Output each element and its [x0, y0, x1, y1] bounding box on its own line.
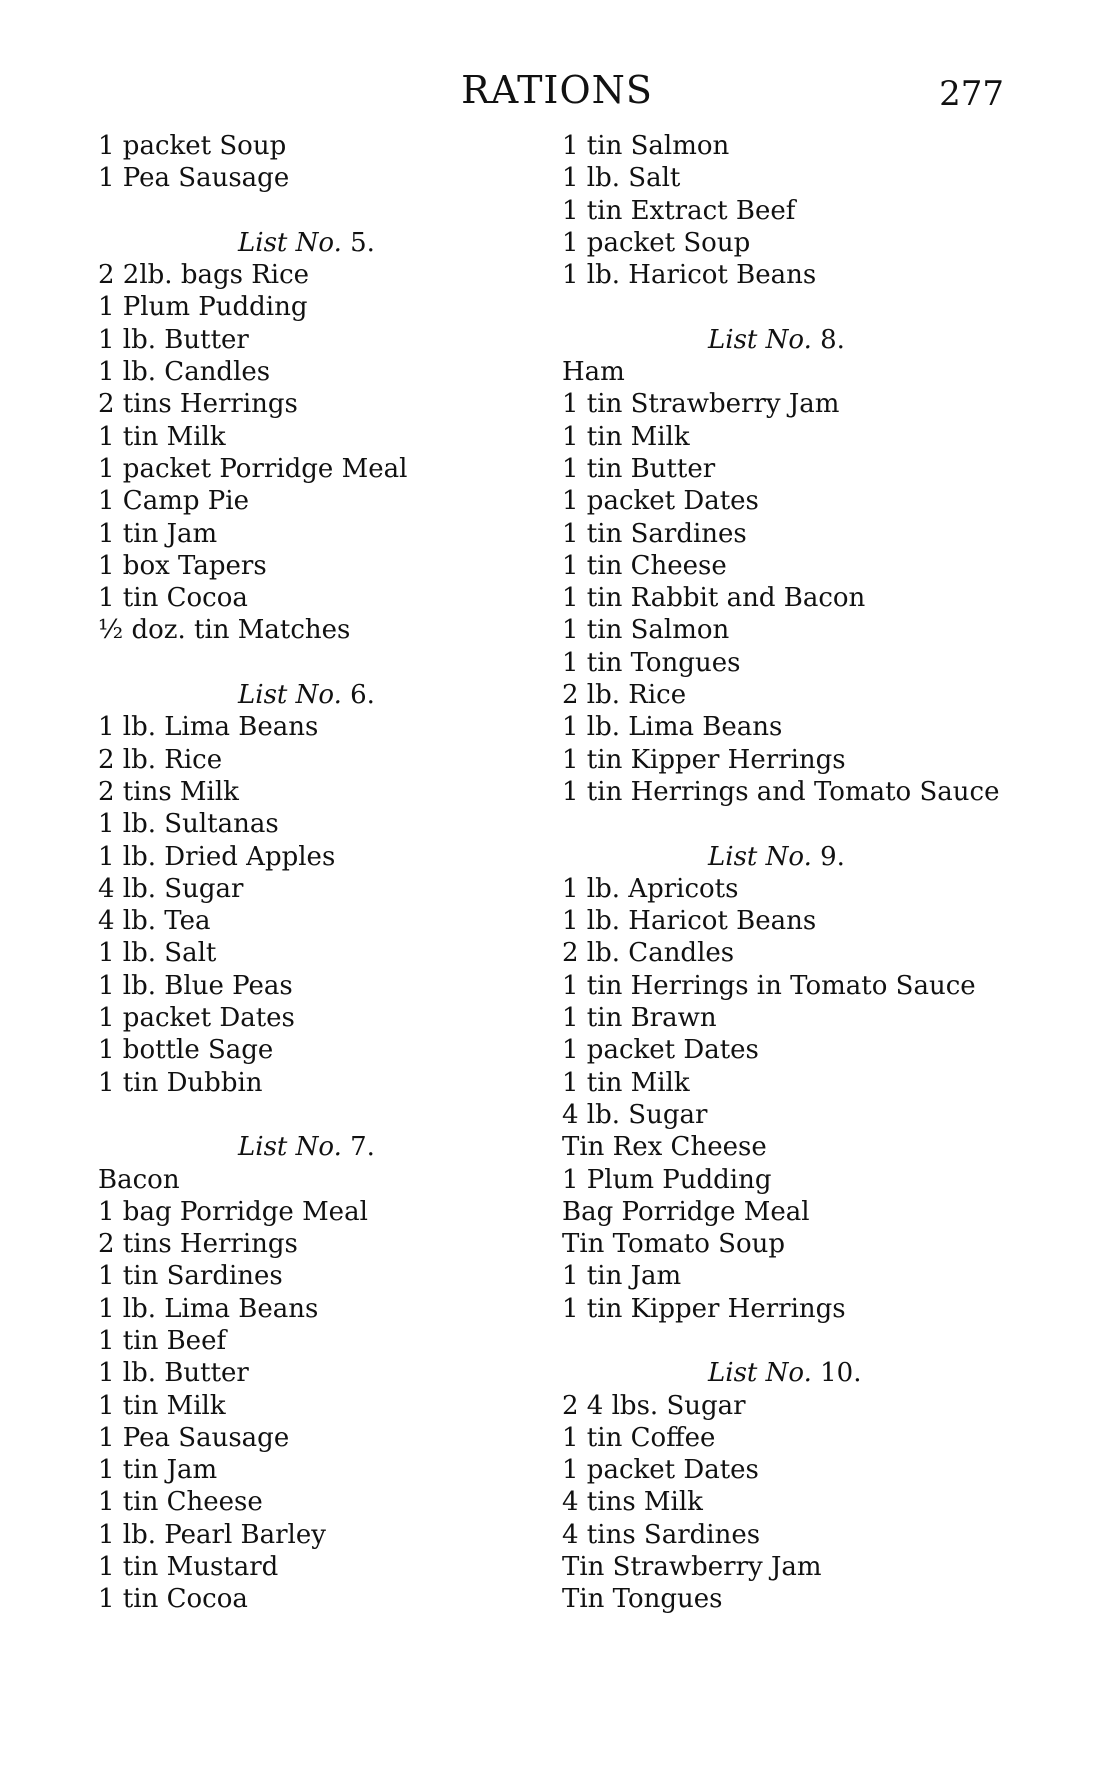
- right-column: [562, 130, 1022, 1616]
- list-item: 1 lb. Butter: [98, 1358, 249, 1389]
- list-item: 2 lb. Candles: [562, 938, 735, 969]
- list-heading: [562, 1357, 1022, 1389]
- list-item: Tin Tongues: [562, 1584, 723, 1615]
- left-column: [98, 130, 538, 1616]
- spacer: [98, 1099, 538, 1131]
- spacer: [98, 195, 538, 227]
- list-item: 1 tin Jam: [562, 1261, 682, 1292]
- list-heading: [98, 679, 538, 711]
- list-heading-number: 6.: [350, 680, 375, 711]
- list-item: 1 tin Milk: [98, 421, 226, 452]
- list-item: ½ doz. tin Matches: [98, 615, 351, 646]
- list-item: 1 tin Milk: [562, 421, 690, 452]
- spacer: [98, 647, 538, 679]
- list-item: 2 4 lbs. Sugar: [562, 1390, 746, 1421]
- list-item: 1 Pea Sausage: [98, 1422, 290, 1453]
- list-heading-number: 8.: [820, 324, 845, 355]
- list-item: 1 tin Strawberry Jam: [562, 389, 840, 420]
- list-item: 1 Plum Pudding: [562, 1164, 772, 1195]
- list-item: 1 Camp Pie: [98, 486, 249, 517]
- list-item: 1 Plum Pudding: [98, 292, 308, 323]
- list-item: 1 tin Milk: [562, 1067, 690, 1098]
- list-item: 1 tin Brawn: [562, 1003, 717, 1034]
- list-item: 1 packet Dates: [562, 1455, 759, 1486]
- list-item: 2 lb. Rice: [98, 744, 223, 775]
- list-item: 4 lb. Sugar: [98, 873, 244, 904]
- list-heading-number: 9.: [820, 841, 845, 872]
- spacer: [562, 1325, 1022, 1357]
- list-item: 1 tin Herrings in Tomato Sauce: [562, 970, 976, 1001]
- list-item: Tin Tomato Soup: [562, 1229, 786, 1260]
- list-heading-label: List No.: [238, 227, 342, 258]
- list-item: 1 box Tapers: [98, 550, 267, 581]
- list-item: 2 lb. Rice: [562, 680, 687, 711]
- list-item: 1 packet Soup: [562, 227, 751, 258]
- list-item: 1 packet Dates: [562, 486, 759, 517]
- page-title: RATIONS: [461, 68, 653, 112]
- list-item: 1 packet Dates: [562, 1035, 759, 1066]
- spacer: [562, 291, 1022, 323]
- list-item: 1 tin Rabbit and Bacon: [562, 583, 866, 614]
- list-item: 1 tin Salmon: [562, 615, 730, 646]
- list-heading-number: 10.: [820, 1358, 862, 1389]
- list-item: Bacon: [98, 1164, 180, 1195]
- list-item: 1 lb. Salt: [98, 938, 217, 969]
- list-item: 1 tin Dubbin: [98, 1067, 263, 1098]
- list-item: 2 tins Milk: [98, 776, 239, 807]
- list-item: 1 tin Mustard: [98, 1552, 279, 1583]
- list-item: 1 Pea Sausage: [98, 163, 290, 194]
- list-heading: [562, 841, 1022, 873]
- list-item: 2 tins Herrings: [98, 389, 298, 420]
- list-item: 4 tins Milk: [562, 1487, 703, 1518]
- list-item: 1 tin Milk: [98, 1390, 226, 1421]
- list-item: 1 tin Butter: [562, 453, 716, 484]
- list-item: 1 lb. Sultanas: [98, 809, 279, 840]
- list-heading-label: List No.: [708, 324, 812, 355]
- list-item: 1 tin Jam: [98, 518, 218, 549]
- list-item: 1 tin Extract Beef: [562, 195, 796, 226]
- list-item: 1 lb. Blue Peas: [98, 970, 293, 1001]
- list-item: 1 tin Cocoa: [98, 1584, 248, 1615]
- list-item: 1 tin Sardines: [562, 518, 747, 549]
- list-item: 1 tin Coffee: [562, 1422, 716, 1453]
- list-item: 1 lb. Salt: [562, 163, 681, 194]
- list-item: 1 bag Porridge Meal: [98, 1196, 368, 1227]
- list-heading-number: 5.: [350, 227, 375, 258]
- list-item: 1 tin Kipper Herrings: [562, 1293, 846, 1324]
- list-item: 4 lb. Tea: [98, 906, 211, 937]
- list-item: 1 tin Kipper Herrings: [562, 744, 846, 775]
- list-heading: [562, 324, 1022, 356]
- list-item: Tin Strawberry Jam: [562, 1552, 822, 1583]
- list-item: 1 packet Dates: [98, 1003, 295, 1034]
- list-item: 1 lb. Apricots: [562, 873, 739, 904]
- list-item: 1 lb. Butter: [98, 324, 249, 355]
- list-item: 1 lb. Lima Beans: [562, 712, 783, 743]
- list-item: Tin Rex Cheese: [562, 1132, 767, 1163]
- list-item: 1 lb. Pearl Barley: [98, 1519, 326, 1550]
- list-item: 1 tin Tongues: [562, 647, 741, 678]
- list-heading-label: List No.: [238, 680, 342, 711]
- list-item: 1 tin Cheese: [98, 1487, 263, 1518]
- list-item: 1 tin Cocoa: [98, 583, 248, 614]
- list-item: 1 packet Soup: [98, 131, 287, 161]
- list-item: 1 bottle Sage: [98, 1035, 274, 1066]
- list-heading: [98, 1131, 538, 1163]
- list-heading-label: List No.: [238, 1132, 342, 1163]
- list-item: 1 lb. Lima Beans: [98, 1293, 319, 1324]
- list-item: 1 lb. Dried Apples: [98, 841, 336, 872]
- list-item: 1 tin Sardines: [98, 1261, 283, 1292]
- list-heading-label: List No.: [708, 1358, 812, 1389]
- list-item: 1 tin Cheese: [562, 550, 727, 581]
- list-heading-number: 7.: [350, 1132, 375, 1163]
- list-item: Ham: [562, 357, 625, 388]
- list-item: 1 tin Herrings and Tomato Sauce: [562, 776, 1000, 807]
- list-item: 1 tin Beef: [98, 1325, 227, 1356]
- list-item: 1 lb. Haricot Beans: [562, 906, 817, 937]
- list-heading-label: List No.: [708, 841, 812, 872]
- list-item: 1 lb. Candles: [98, 357, 271, 388]
- spacer: [562, 808, 1022, 840]
- list-item: 1 packet Porridge Meal: [98, 453, 408, 484]
- list-heading: [98, 227, 538, 259]
- list-item: 4 tins Sardines: [562, 1519, 761, 1550]
- list-item: 1 tin Salmon: [562, 131, 730, 161]
- list-item: Bag Porridge Meal: [562, 1196, 810, 1227]
- list-item: 1 tin Jam: [98, 1455, 218, 1486]
- list-item: 4 lb. Sugar: [562, 1099, 708, 1130]
- list-item: 1 lb. Haricot Beans: [562, 260, 817, 291]
- list-item: 2 2lb. bags Rice: [98, 260, 310, 291]
- list-item: 1 lb. Lima Beans: [98, 712, 319, 743]
- list-item: 2 tins Herrings: [98, 1229, 298, 1260]
- page-number: 277: [939, 74, 1004, 114]
